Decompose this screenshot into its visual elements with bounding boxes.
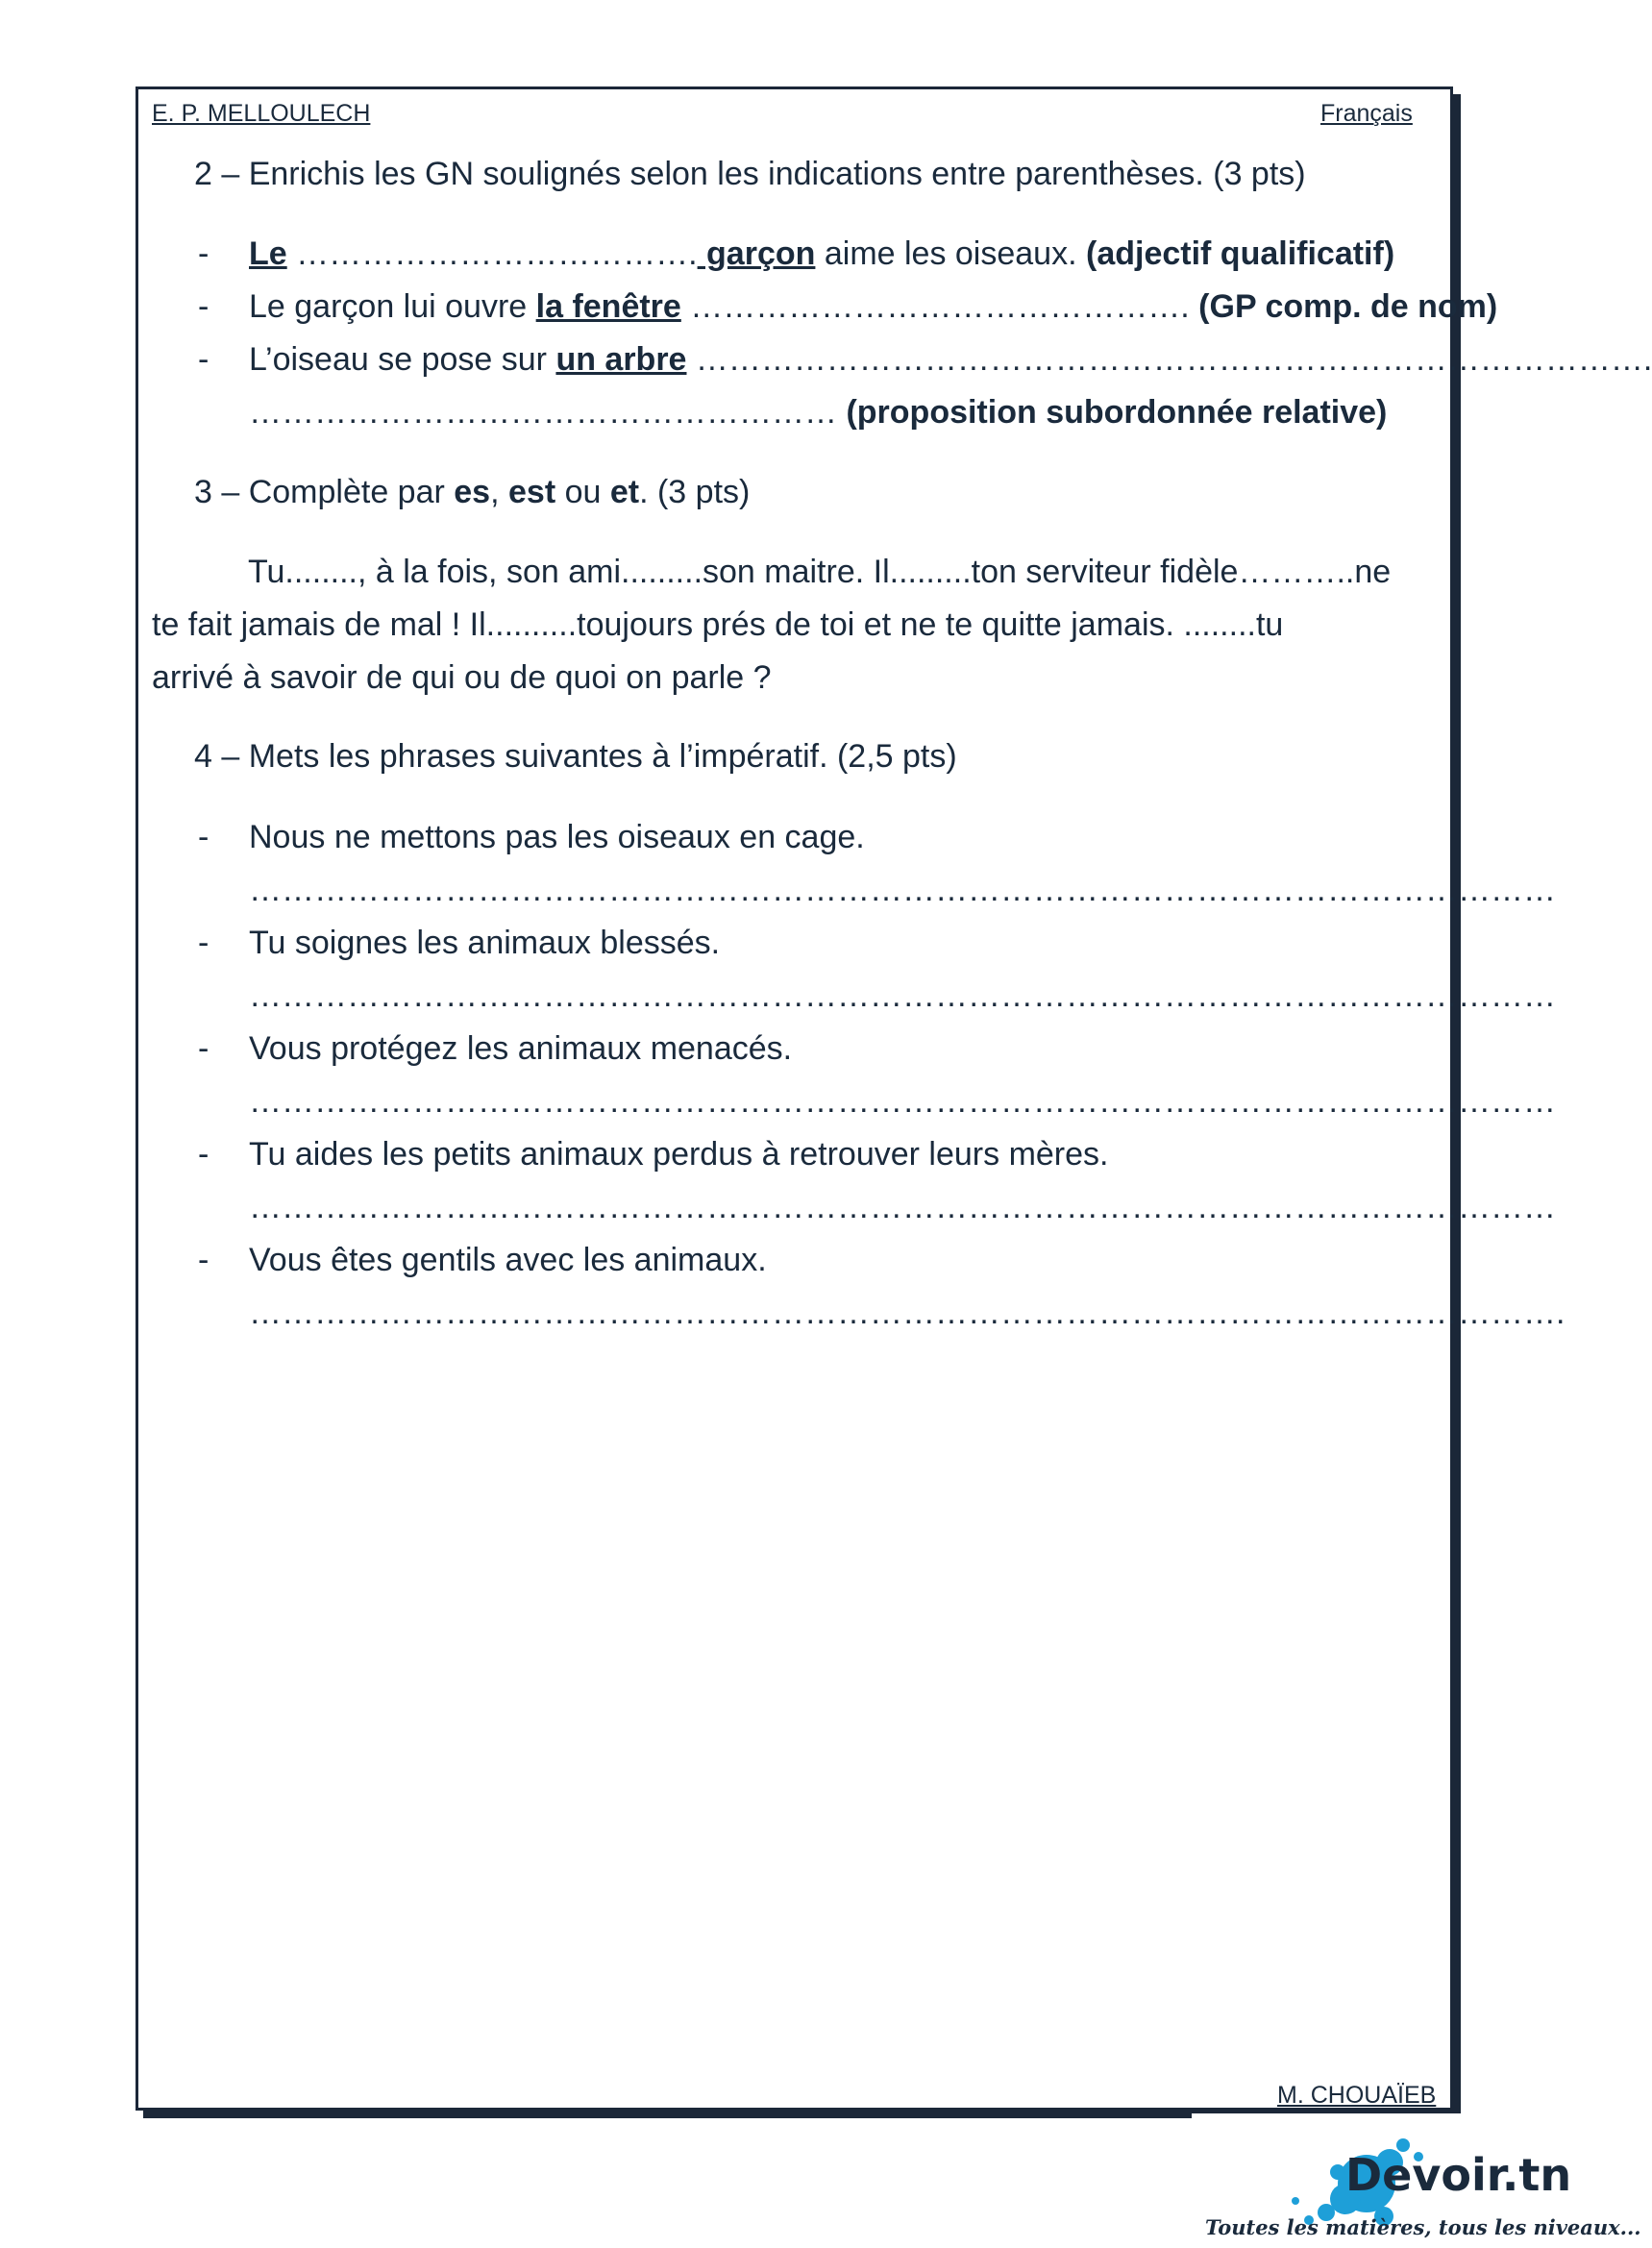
underlined-gn: garçon	[697, 235, 816, 272]
underlined-gn: la fenêtre	[535, 288, 681, 325]
bullet-dash: -	[198, 288, 210, 325]
ex4-title: 4 – Mets les phrases suivantes à l’impératif. (2,5 pts)	[194, 738, 957, 775]
ex2-line-3	[249, 341, 1652, 379]
frame-shadow-gap	[1192, 2113, 1461, 2118]
bullet-dash: -	[198, 925, 210, 961]
underlined-gn: Le	[249, 235, 287, 272]
word-est: est	[508, 474, 556, 510]
answer-line: …………………………………………………………………………………………………………	[249, 977, 1556, 1014]
blank-dots: …………………………………………………………………………….	[686, 341, 1652, 378]
answer-line: ………………………………………………………………………………………………………….	[249, 1295, 1566, 1331]
ex2-line-2	[249, 288, 1497, 326]
separator: ou	[555, 474, 610, 510]
blank-dots: ……………………………………….	[680, 288, 1199, 325]
sentence-text: aime les oiseaux.	[815, 235, 1086, 272]
ex2-line-1	[249, 235, 1394, 273]
ex2-line-4	[249, 394, 1387, 432]
ex3-text-line-3: arrivé à savoir de qui ou de quoi on parle ?	[152, 659, 772, 696]
bullet-dash: -	[198, 819, 210, 855]
ex3-points: . (3 pts)	[639, 474, 751, 510]
ex4-sentence-4: Tu aides les petits animaux perdus à retrouver leurs mères.	[249, 1136, 1109, 1173]
ex3-title-text: 3 – Complète par	[194, 474, 455, 510]
ex4-sentence-5: Vous êtes gentils avec les animaux.	[249, 1242, 767, 1278]
bullet-dash: -	[198, 235, 210, 272]
hint: (proposition subordonnée relative)	[846, 394, 1388, 431]
ex2-title: 2 – Enrichis les GN soulignés selon les indications entre parenthèses. (3 pts)	[194, 156, 1306, 192]
logo-tagline: Toutes les matières, tous les niveaux...	[1205, 2215, 1641, 2239]
blank-dots: ………………………………………………	[249, 394, 847, 431]
ex4-sentence-1: Nous ne mettons pas les oiseaux en cage.	[249, 819, 865, 855]
answer-line: …………………………………………………………………………………………………………	[249, 872, 1556, 908]
hint: (adjectif qualificatif)	[1086, 235, 1395, 272]
ex3-text-line-2: te fait jamais de mal ! Il..........toujours prés de toi et ne te quitte jamais. ........tu	[152, 606, 1284, 643]
school-name: E. P. MELLOULECH	[152, 100, 371, 127]
separator: ,	[490, 474, 508, 510]
word-es: es	[454, 474, 491, 510]
ex4-sentence-2: Tu soignes les animaux blessés.	[249, 925, 721, 961]
ex3-text-line-1: Tu........, à la fois, son ami.........son maitre. Il.........ton serviteur fidèle………..ne	[248, 554, 1392, 590]
ex3-title	[194, 474, 750, 511]
word-et: et	[609, 474, 640, 510]
underlined-gn: un arbre	[555, 341, 687, 378]
answer-line: …………………………………………………………………………………………………………	[249, 1083, 1556, 1120]
subject-name: Français	[1320, 100, 1413, 127]
bullet-dash: -	[198, 1242, 210, 1278]
blank-dots: ……………………………….	[296, 235, 698, 272]
author-name: M. CHOUAÏEB	[1277, 2082, 1437, 2109]
sentence-text: Le garçon lui ouvre	[249, 288, 536, 325]
answer-line: …………………………………………………………………………………………………………	[249, 1189, 1556, 1225]
sentence-text: L’oiseau se pose sur	[249, 341, 556, 378]
bullet-dash: -	[198, 1136, 210, 1173]
bullet-dash: -	[198, 341, 210, 378]
ex4-sentence-3: Vous protégez les animaux menacés.	[249, 1030, 793, 1067]
bullet-dash: -	[198, 1030, 210, 1067]
logo-name: Devoir.tn	[1345, 2149, 1572, 2201]
hint: (GP comp. de nom)	[1198, 288, 1498, 325]
